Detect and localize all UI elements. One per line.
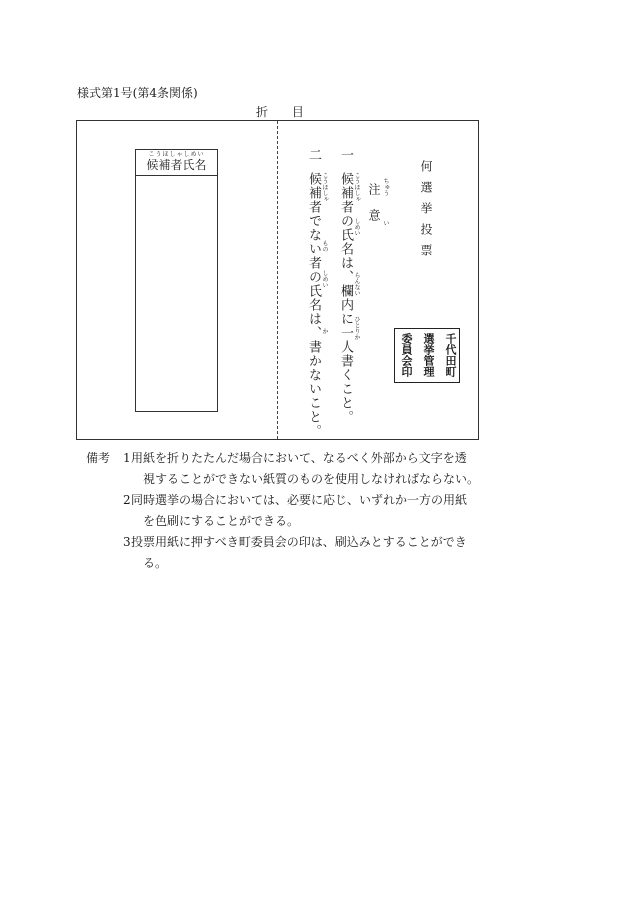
form-title: 様式第1号(第4条関係): [77, 86, 198, 100]
rule-1-ruby-a: こうほしゃ: [353, 172, 360, 202]
remark-line: 投票用紙に押すべき町委員会の印は、刷込みとすることができ: [131, 535, 467, 549]
remark-line: 同時選挙の場合においては、必要に応じ、いずれか一方の用紙: [131, 493, 468, 507]
remark-line: る。: [143, 556, 168, 570]
remarks-label: 備考: [86, 451, 111, 465]
notice-heading-ruby-2: い: [382, 220, 389, 226]
remark-item-3: [86, 532, 486, 574]
stamp-line-1: 千代田町: [444, 333, 457, 377]
candidate-name-box: [135, 149, 218, 412]
notice-heading-ruby-1: ちゅう: [382, 178, 389, 196]
rule-2-number: 二: [306, 148, 321, 162]
rule-1-ruby-d: ひとりか: [353, 316, 360, 340]
rule-1-ruby-c: らんない: [353, 272, 360, 296]
remark-line: 用紙を折りたたんだ場合において、なるべく外部から文字を透: [131, 451, 467, 465]
stamp-line-2: 選挙管理: [422, 333, 435, 377]
ballot-title: 何選挙投票: [419, 160, 433, 265]
remark-item-2: [86, 490, 486, 532]
remark-number: 3: [123, 535, 131, 549]
remarks-section: [86, 448, 486, 574]
candidate-name-ruby: こうほしゃしめい: [148, 151, 205, 158]
rule-1-ruby-b: しめい: [353, 218, 360, 236]
remark-number: 1: [123, 451, 131, 465]
rule-1-number: 一: [338, 148, 353, 162]
candidate-name-header: [135, 149, 218, 176]
fold-label: 折 目: [256, 105, 314, 119]
candidate-name-label: 候補者氏名: [146, 158, 207, 172]
rule-1-text: 候補者の氏名は、欄内に一人書くこと。: [338, 172, 353, 424]
remark-line: 視することができない紙質のものを使用しなければならない。: [143, 472, 480, 486]
rule-2-ruby-c: しめい: [321, 270, 328, 288]
remark-number: 2: [123, 493, 131, 507]
notice-heading: 注意: [367, 183, 381, 235]
fold-line: [277, 121, 278, 439]
rule-2-ruby-d: か: [321, 328, 328, 334]
remark-line: を色刷にすることができる。: [143, 514, 300, 528]
stamp-line-3: 委員会印: [400, 333, 413, 377]
rule-2-ruby-a: こうほしゃ: [321, 172, 328, 202]
rule-2-ruby-b: もの: [321, 240, 328, 252]
rule-2-text: 候補者でない者の氏名は、書かないこと。: [306, 172, 321, 438]
remark-item-1: [86, 448, 486, 490]
